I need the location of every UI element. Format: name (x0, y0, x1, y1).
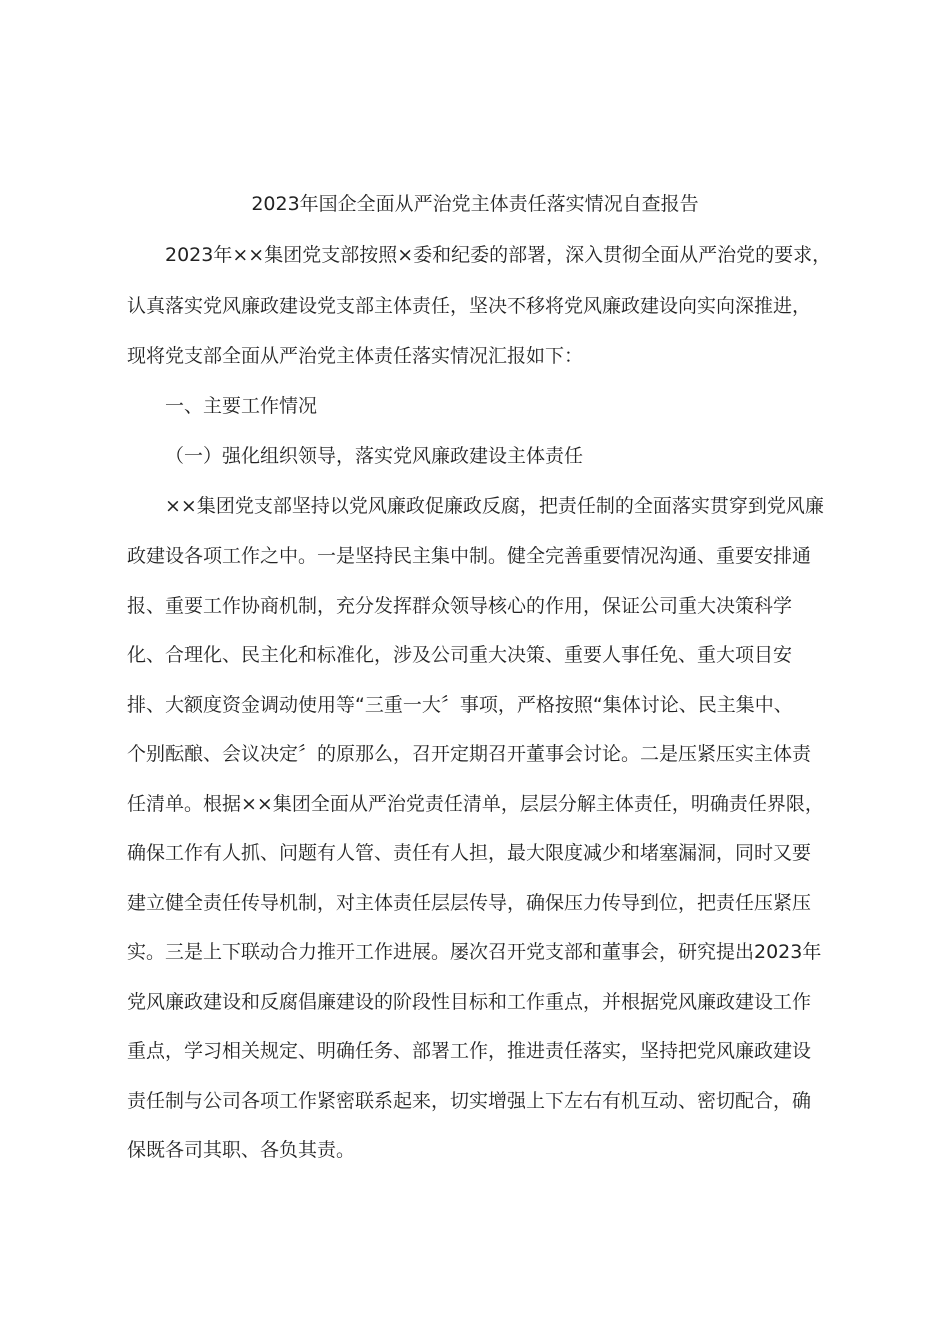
paragraph-2-line-12: 重点，学习相关规定、明确任务、部署工作，推进责任落实，坚持把党风廉政建设 (127, 1040, 812, 1062)
paragraph-2-line-13: 责任制与公司各项工作紧密联系起来，切实增强上下左右有机互动、密切配合，确 (127, 1090, 812, 1112)
paragraph-2-line-6: 个别酝酿、会议决定〞的原那么，召开定期召开董事会讨论。二是压紧压实主体责 (127, 743, 812, 765)
paragraph-2-line-7: 任清单。根据××集团全面从严治党责任清单，层层分解主体责任，明确责任界限， (127, 793, 824, 815)
paragraph-2-line-3: 报、重要工作协商机制，充分发挥群众领导核心的作用，保证公司重大决策科学 (127, 595, 793, 617)
subsection-heading-1: （一）强化组织领导，落实党风廉政建设主体责任 (165, 445, 584, 467)
paragraph-2-line-8: 确保工作有人抓、问题有人管、责任有人担，最大限度减少和堵塞漏洞，同时又要 (127, 842, 812, 864)
paragraph-1-line-1: 2023年××集团党支部按照×委和纪委的部署，深入贯彻全面从严治党的要求， (165, 244, 832, 266)
paragraph-2-line-14: 保既各司其职、各负其责。 (127, 1139, 356, 1161)
paragraph-2-line-5: 排、大额度资金调动使用等“三重一大〞事项，严格按照“集体讨论、民主集中、 (127, 694, 793, 716)
paragraph-1-line-3: 现将党支部全面从严治党主体责任落实情况汇报如下： (127, 345, 584, 367)
paragraph-2-line-1: ××集团党支部坚持以党风廉政促廉政反腐，把责任制的全面落实贯穿到党风廉 (165, 495, 824, 517)
paragraph-2-line-10: 实。三是上下联动合力推开工作进展。屡次召开党支部和董事会，研究提出2023年 (127, 941, 822, 963)
paragraph-2-line-9: 建立健全责任传导机制，对主体责任层层传导，确保压力传导到位，把责任压紧压 (127, 892, 812, 914)
document-title: 2023年国企全面从严治党主体责任落实情况自查报告 (251, 193, 699, 215)
paragraph-2-line-2: 政建设各项工作之中。一是坚持民主集中制。健全完善重要情况沟通、重要安排通 (127, 545, 812, 567)
paragraph-2-line-4: 化、合理化、民主化和标准化，涉及公司重大决策、重要人事任免、重大项目安 (127, 644, 793, 666)
paragraph-2-line-11: 党风廉政建设和反腐倡廉建设的阶段性目标和工作重点，并根据党风廉政建设工作 (127, 991, 812, 1013)
paragraph-1-line-2: 认真落实党风廉政建设党支部主体责任，坚决不移将党风廉政建设向实向深推进， (127, 295, 812, 317)
section-heading-1: 一、主要工作情况 (165, 395, 318, 417)
